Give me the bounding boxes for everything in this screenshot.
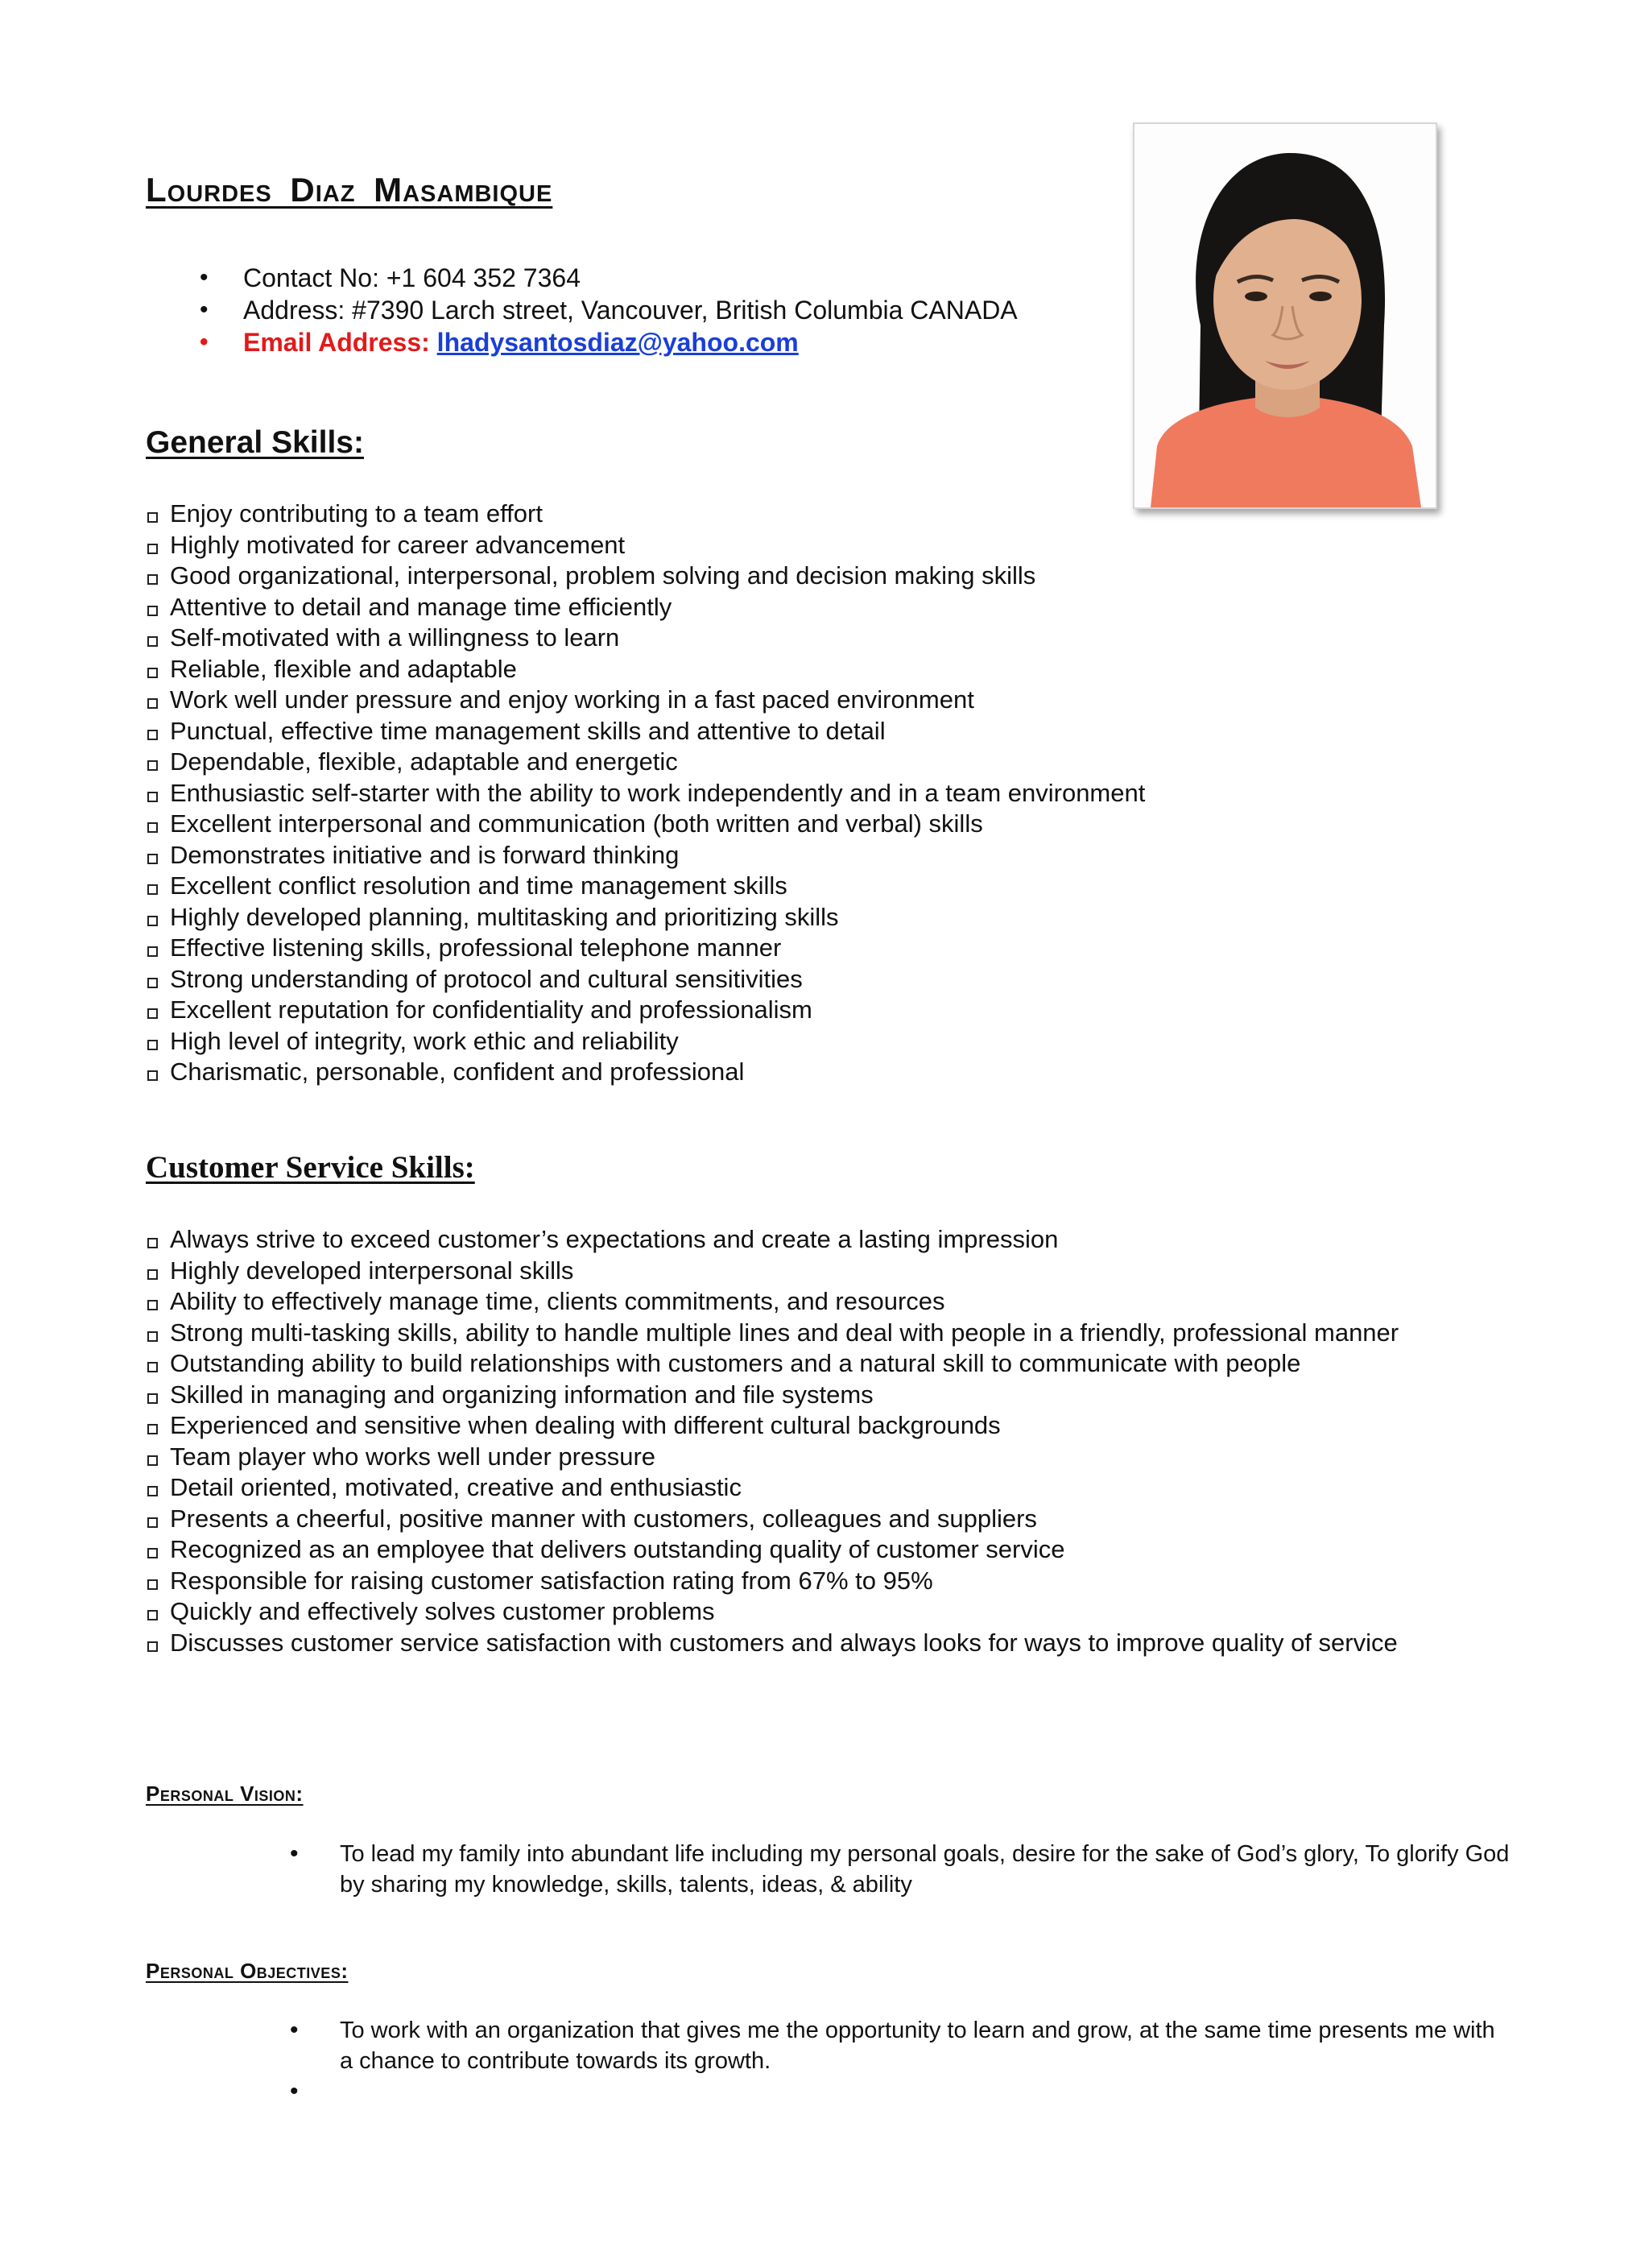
personal-objectives-heading: Personal Objectives: [146,1959,349,1983]
list-item: Highly developed planning, multitasking and prioritizing skills [146,902,1450,933]
candidate-name: Lourdes Diaz Masambique [146,171,553,209]
list-item: Presents a cheerful, positive manner with customers, colleagues and suppliers [146,1504,1426,1535]
email-link[interactable]: lhadysantosdiaz@yahoo.com [436,328,799,357]
list-item: Demonstrates initiative and is forward thinking [146,840,1450,871]
list-item: Outstanding ability to build relationships with customers and a natural skill to communicate with people [146,1348,1426,1380]
list-item: Experienced and sensitive when dealing with different cultural backgrounds [146,1410,1426,1442]
list-item: Work well under pressure and enjoy working in a fast paced environment [146,685,1450,716]
list-item: • To lead my family into abundant life including my personal goals, desire for the sake of God’s glory, To glorify God by sharing my knowledge, skills, talents, ideas, & ability [290,1839,1514,1900]
list-item: • To work with an organization that gives me the opportunity to learn and grow, at the same time presents me with a chance to contribute towards its growth. [290,2015,1514,2076]
list-item: Reliable, flexible and adaptable [146,654,1450,685]
list-item: Excellent conflict resolution and time management skills [146,871,1450,902]
list-item: Effective listening skills, professional telephone manner [146,933,1450,964]
list-item: Highly developed interpersonal skills [146,1256,1426,1287]
list-item: Strong multi-tasking skills, ability to handle multiple lines and deal with people in a friendly, professional manner [146,1318,1426,1349]
list-item: Attentive to detail and manage time efficiently [146,592,1450,623]
portrait-photo [1133,122,1437,509]
personal-vision-list [290,1839,1514,1900]
list-item: Quickly and effectively solves customer problems [146,1596,1426,1628]
list-item: Strong understanding of protocol and cultural sensitivities [146,964,1450,995]
personal-objectives-list [290,2015,1514,2107]
list-item: Punctual, effective time management skills and attentive to detail [146,716,1450,747]
contact-list [201,262,1018,358]
list-item: Enjoy contributing to a team effort [146,499,1450,530]
list-item: Self-motivated with a willingness to learn [146,623,1450,654]
list-item: Dependable, flexible, adaptable and energetic [146,747,1450,778]
list-item: Recognized as an employee that delivers outstanding quality of customer service [146,1534,1426,1566]
contact-number: • Contact No: +1 604 352 7364 [201,262,1018,294]
portrait-illustration [1134,124,1436,507]
list-item: Discusses customer service satisfaction with customers and always looks for ways to improve quality of service [146,1628,1426,1659]
general-skills-heading: General Skills: [146,425,364,460]
contact-email [201,326,1018,358]
list-item: Highly motivated for career advancement [146,530,1450,561]
contact-address: • Address: #7390 Larch street, Vancouver, British Columbia CANADA [201,294,1018,326]
list-item: Good organizational, interpersonal, problem solving and decision making skills [146,561,1450,592]
list-item: Detail oriented, motivated, creative and enthusiastic [146,1472,1426,1504]
personal-vision-heading: Personal Vision: [146,1782,304,1806]
list-item: Always strive to exceed customer’s expectations and create a lasting impression [146,1224,1426,1256]
list-item: Charismatic, personable, confident and professional [146,1057,1450,1088]
list-item: Enthusiastic self-starter with the ability to work independently and in a team environment [146,778,1450,809]
list-item-empty [290,2076,1514,2107]
list-item: Excellent reputation for confidentiality and professionalism [146,995,1450,1026]
list-item: Ability to effectively manage time, clients commitments, and resources [146,1286,1426,1318]
list-item: Responsible for raising customer satisfaction rating from 67% to 95% [146,1566,1426,1597]
customer-service-skills-list [146,1224,1426,1658]
list-item: Team player who works well under pressure [146,1442,1426,1473]
general-skills-list [146,499,1450,1088]
list-item: Skilled in managing and organizing information and file systems [146,1380,1426,1411]
list-item: High level of integrity, work ethic and reliability [146,1026,1450,1057]
customer-service-skills-heading: Customer Service Skills: [146,1150,475,1185]
email-label: Email Address: [243,328,437,357]
list-item: Excellent interpersonal and communication (both written and verbal) skills [146,809,1450,840]
